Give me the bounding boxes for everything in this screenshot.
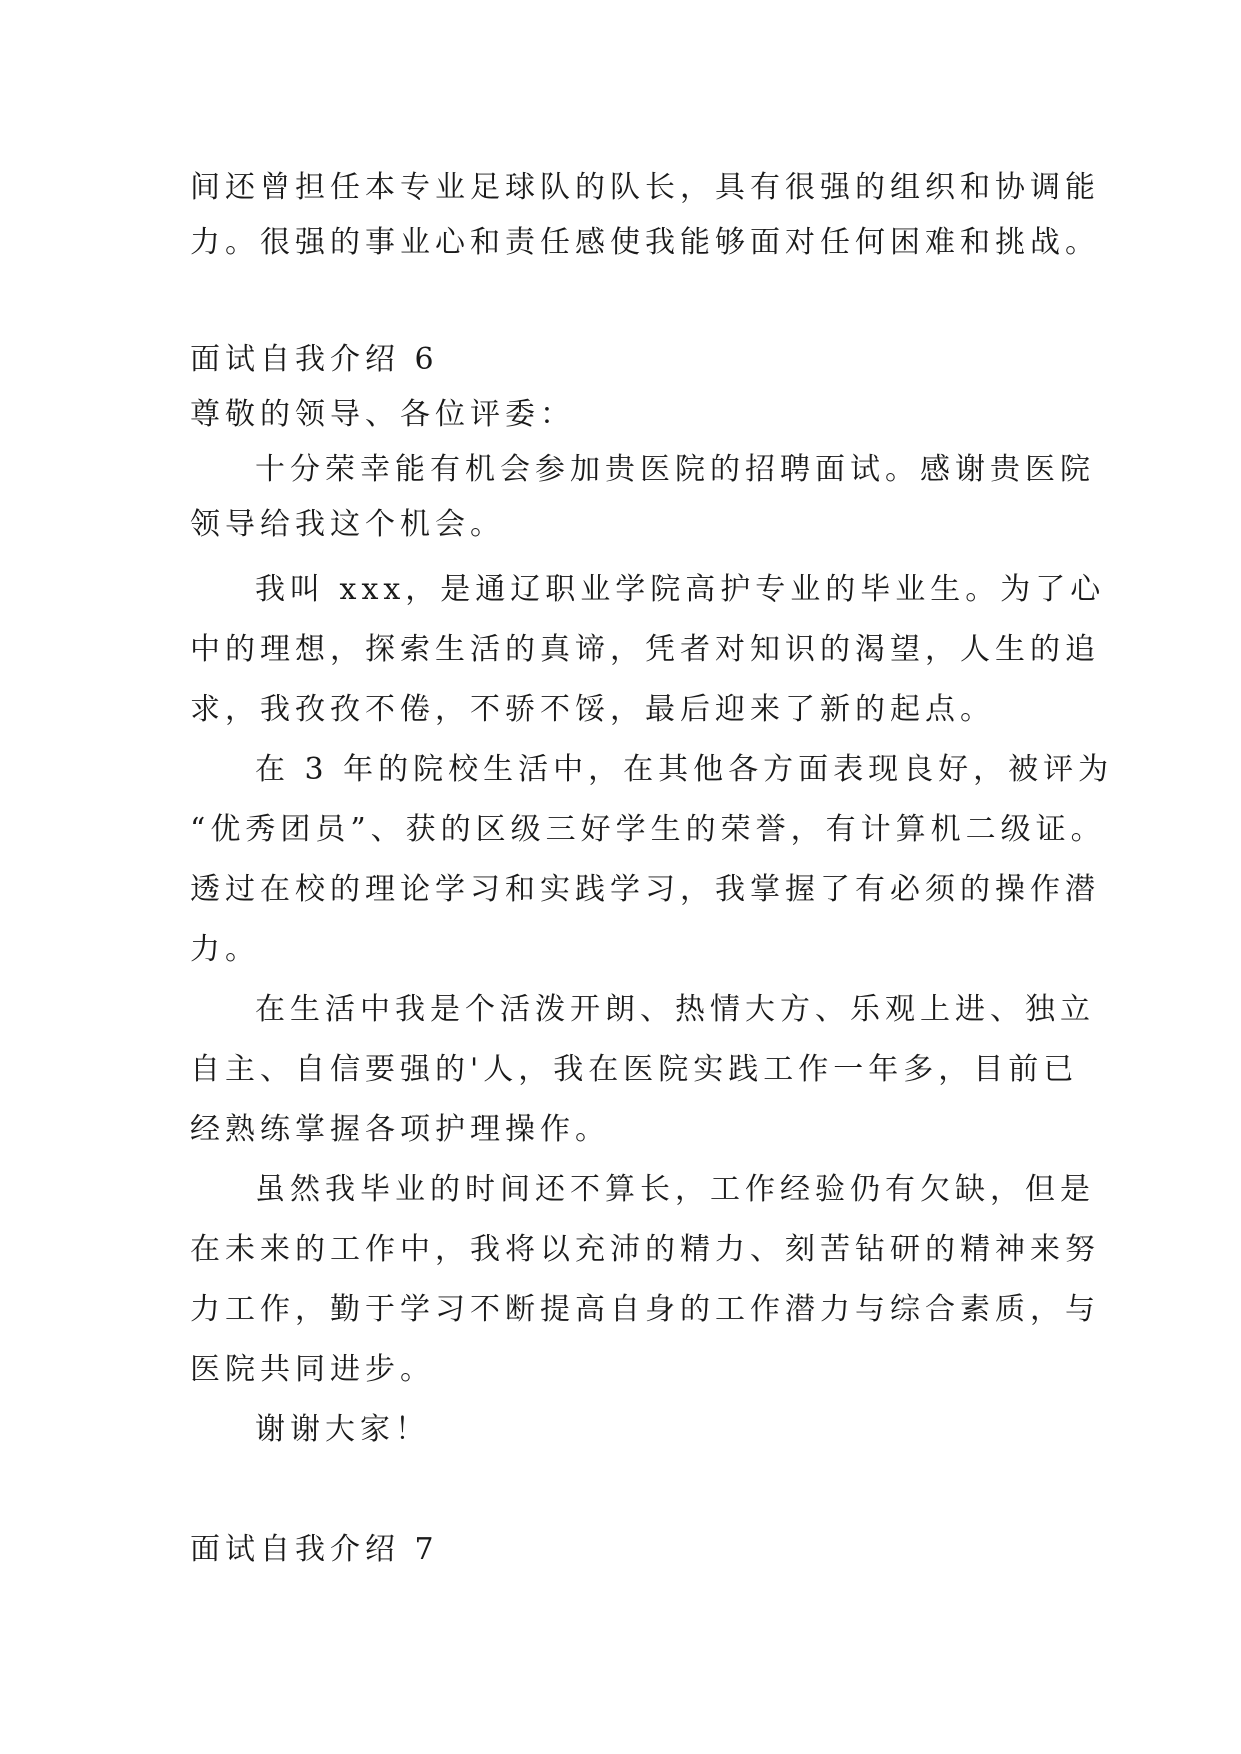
paragraph-line: 医院共同进步。 [190, 1352, 435, 1387]
paragraph-line: 间还曾担任本专业足球队的队长，具有很强的组织和协调能 [190, 170, 1100, 205]
salutation: 尊敬的领导、各位评委： [190, 397, 575, 432]
paragraph-line: 透过在校的理论学习和实践学习，我掌握了有必须的操作潜 [190, 872, 1100, 907]
paragraph-line: 经熟练掌握各项护理操作。 [190, 1112, 610, 1147]
paragraph-line: 自主、自信要强的'人，我在医院实践工作一年多，目前已 [190, 1052, 1079, 1087]
section-heading: 面试自我介绍 7 [190, 1532, 439, 1567]
paragraph-line: 力工作，勤于学习不断提高自身的工作潜力与综合素质，与 [190, 1292, 1100, 1327]
paragraph-line: 十分荣幸能有机会参加贵医院的招聘面试。感谢贵医院 [255, 452, 1095, 487]
paragraph-line: 中的理想，探索生活的真谛，凭者对知识的渴望，人生的追 [190, 632, 1100, 667]
closing-line: 谢谢大家！ [255, 1412, 430, 1447]
paragraph-line: 在生活中我是个活泼开朗、热情大方、乐观上进、独立 [255, 992, 1095, 1027]
paragraph-line: 求，我孜孜不倦，不骄不馁，最后迎来了新的起点。 [190, 692, 995, 727]
paragraph-line: 虽然我毕业的时间还不算长，工作经验仍有欠缺，但是 [255, 1172, 1095, 1207]
paragraph-line: 力。 [190, 932, 260, 967]
paragraph-line: 在未来的工作中，我将以充沛的精力、刻苦钻研的精神来努 [190, 1232, 1100, 1267]
section-heading: 面试自我介绍 6 [190, 342, 439, 377]
paragraph-line: 我叫 xxx，是通辽职业学院高护专业的毕业生。为了心 [255, 572, 1106, 607]
paragraph-line: 力。很强的事业心和责任感使我能够面对任何困难和挑战。 [190, 225, 1100, 260]
paragraph-line: 领导给我这个机会。 [190, 507, 505, 542]
paragraph-line: 在 3 年的院校生活中，在其他各方面表现良好，被评为 [255, 752, 1114, 787]
paragraph-line: “优秀团员”、获的区级三好学生的荣誉，有计算机二级证。 [190, 812, 1106, 847]
